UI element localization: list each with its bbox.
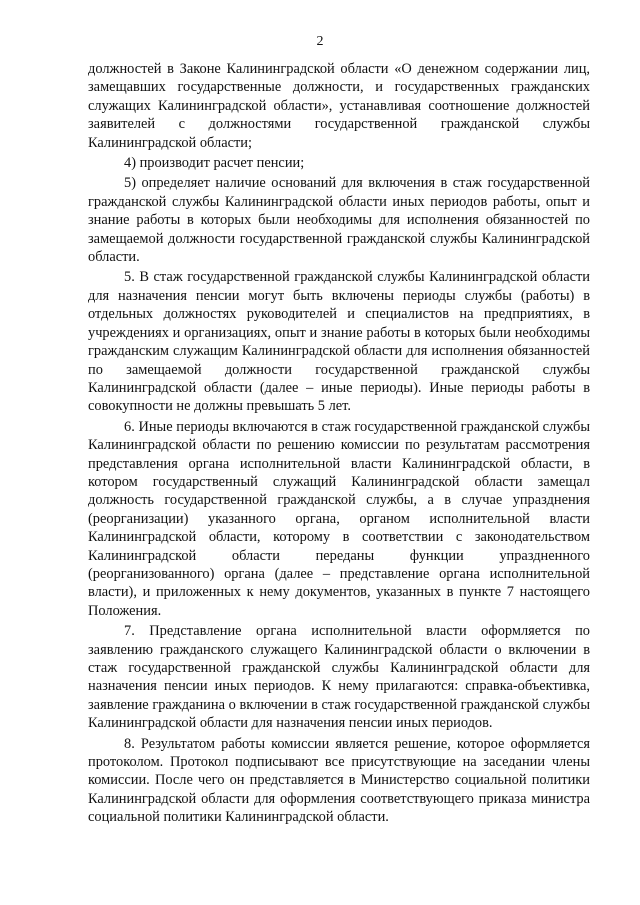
- page-number: 2: [316, 34, 324, 49]
- paragraph-clause-8: 8. Результатом работы комиссии является решение, которое оформляется протоколом. Протокол подписывают все присутствующие на заседании члены комиссии. После чего он представляется в Министерство социальной политики Калининградской области для оформления соответствующего приказа министра социальной политики Калининградской области.: [88, 735, 590, 826]
- paragraph-clause-6: 6. Иные периоды включаются в стаж государственной гражданской службы Калининградской области по решению комиссии по результатам рассмотрения представления органа исполнительной власти Калининградской области, в котором государственный служащий Калининградской области замещал должность государственной гражданской службы, а в случае упразднения (реорганизации) указанного органа, органом исполнительной власти Калининградской области, которому в соответствии с законодательством Калининградской области переданы функции упраздненного (реорганизованного) органа (далее – представление органа исполнительной власти), и приложенных к нему документов, указанных в пункте 7 настоящего Положения.: [88, 418, 590, 619]
- paragraph-continuation: должностей в Законе Калининградской области «О денежном содержании лиц, замещавших государственные должности, и государственных гражданских служащих Калининградской области», устанавливая соотношение должностей заявителей с должностями государственной гражданской службы Калининградской области;: [88, 61, 590, 151]
- paragraph-item-4: 4) производит расчет пенсии;: [124, 155, 305, 172]
- paragraph-item-5: 5) определяет наличие оснований для включения в стаж государственной гражданской службы Калининградской области иных периодов работы, опыт и знание работы в которых были необходимы для исполнения обязанностей по замещаемой должности государственной гражданской службы Калининградской области.: [88, 175, 590, 266]
- paragraph-clause-5: 5. В стаж государственной гражданской службы Калининградской области для назначения пенсии могут быть включены периоды службы (работы) в отдельных должностях руководителей и специалистов на предприятиях, в учреждениях и организациях, опыт и знание работы в которых были необходимы гражданским служащим Калининградской области для исполнения обязанностей по замещаемой должности государственной гражданской службы Калининградской области (далее – иные периоды). Иные периоды работы в совокупности не должны превышать 5 лет.: [88, 269, 590, 415]
- paragraph-clause-7: 7. Представление органа исполнительной власти оформляется по заявлению гражданского служащего Калининградской области о включении в стаж государственной гражданской службы Калининградской области для назначения пенсии иных периодов. К нему прилагаются: справка-объективка, заявление гражданина о включении в стаж государственной гражданской службы Калининградской области для назначения пенсии иных периодов.: [88, 623, 590, 732]
- document-body: [88, 60, 590, 829]
